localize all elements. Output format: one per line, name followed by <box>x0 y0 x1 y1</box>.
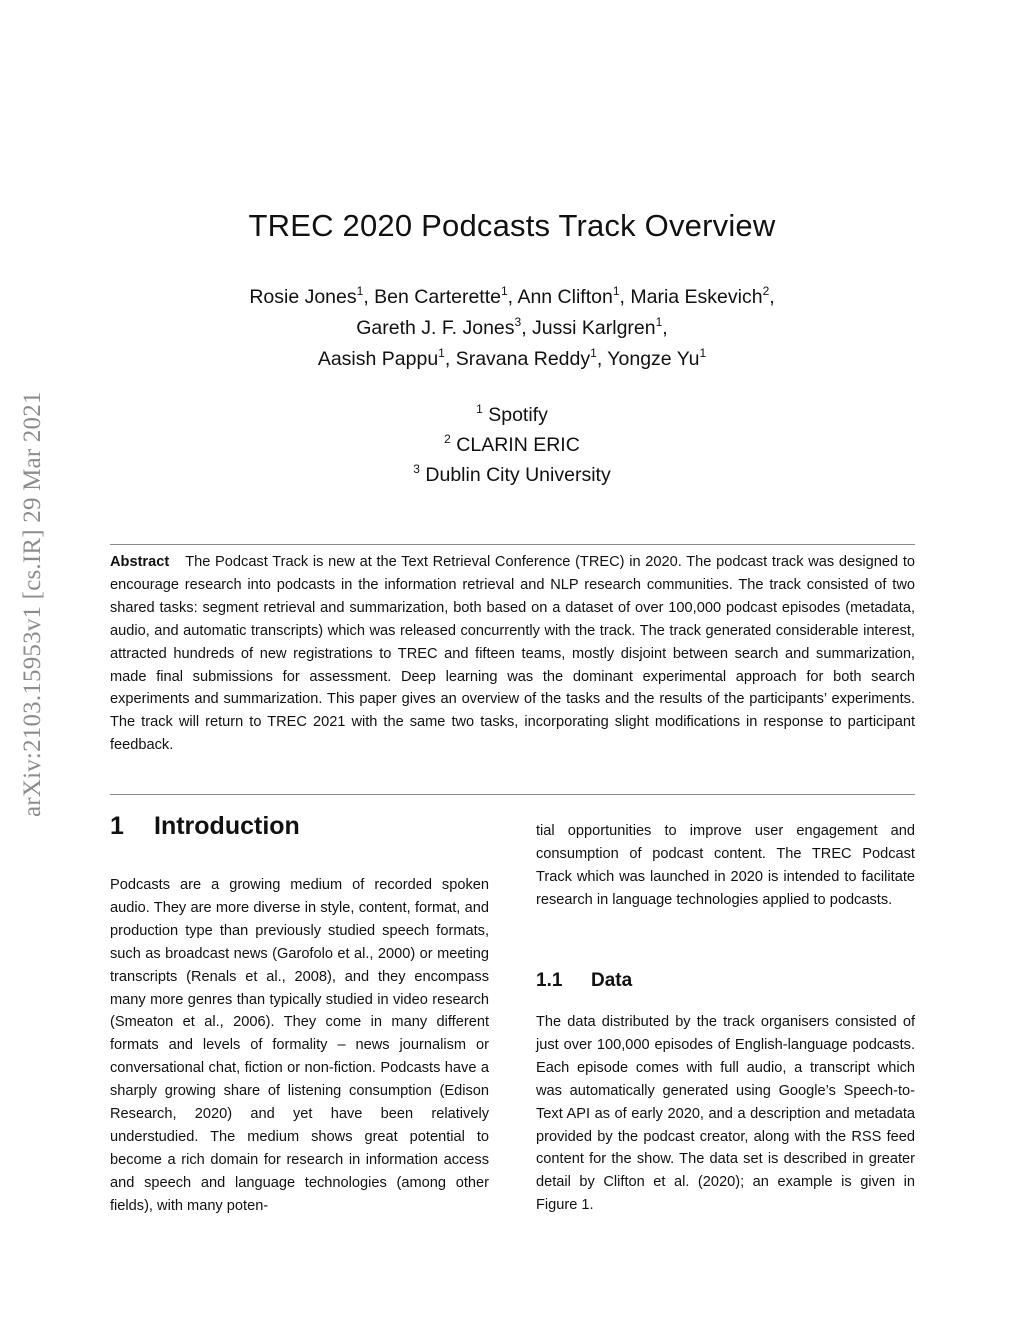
introduction-right-paragraph: tial opportunities to improve user engagement and consumption of podcast content. The TREC Podcast Track which was launched in 2020 is intended to facilitate research in language technologies applied to podcasts. <box>536 823 915 908</box>
abstract-bottom-rule <box>110 794 915 795</box>
affiliation-mark: 3 <box>413 462 420 476</box>
author-name: Rosie Jones <box>249 286 357 308</box>
author-separator: , <box>444 348 456 370</box>
section-number: 1 <box>110 812 124 840</box>
arxiv-stamp: arXiv:2103.15953v1 [cs.IR] 29 Mar 2021 <box>19 391 46 817</box>
author-affil-mark: 1 <box>612 284 620 298</box>
affiliation-name: CLARIN ERIC <box>456 434 580 456</box>
subsection-number: 1.1 <box>536 970 563 991</box>
affiliation-mark: 1 <box>476 402 483 416</box>
author-affil-mark: 1 <box>655 315 663 329</box>
author-name: Maria Eskevich <box>630 286 763 308</box>
author-separator: , <box>596 348 608 370</box>
author-name: Ben Carterette <box>374 286 501 308</box>
affiliation-list <box>0 400 1024 490</box>
affiliation-mark: 2 <box>444 432 451 446</box>
affiliation-item <box>0 400 1024 430</box>
author-separator: , <box>619 286 631 308</box>
author-name: Sravana Reddy <box>455 348 591 370</box>
author-name: Yongze Yu <box>607 348 700 370</box>
abstract-text: The Podcast Track is new at the Text Retrieval Conference (TREC) in 2020. The podcast track was designed to encourage research into podcasts in the information retrieval and NLP research communities. The track consisted of two shared tasks: segment retrieval and summarization, both based on a dataset of over 100,000 podcast episodes (metadata, audio, and automatic transcripts) which was released concurrently with the track. The track generated considerable interest, attracted hundreds of new registrations to TREC and fifteen teams, mostly disjoint between search and summarization, made final submissions for assessment. Deep learning was the dominant experimental approach for both search experiments and summarization. This paper gives an overview of the tasks and the results of the participants’ experiments. The track will return to TREC 2021 with the same two tasks, incorporating slight modifications in response to participant feedback. <box>110 554 915 754</box>
author-affil-mark: 2 <box>762 284 770 298</box>
author-affil-mark: 1 <box>500 284 508 298</box>
affiliation-item <box>0 430 1024 460</box>
author-separator: , <box>662 317 668 339</box>
author-separator: , <box>507 286 518 308</box>
author-affil-mark: 1 <box>699 346 707 360</box>
author-affil-mark: 3 <box>514 315 522 329</box>
author-list <box>0 282 1024 375</box>
author-affil-mark: 1 <box>356 284 364 298</box>
affiliation-name: Spotify <box>488 404 548 426</box>
section-heading-introduction <box>110 812 300 841</box>
subsection-title: Data <box>591 970 633 991</box>
author-line <box>0 282 1024 313</box>
abstract <box>110 551 915 757</box>
affiliation-item <box>0 460 1024 490</box>
subsection-heading-data <box>536 970 632 992</box>
author-separator: , <box>521 317 533 339</box>
affiliation-name: Dublin City University <box>425 464 611 486</box>
author-separator: , <box>363 286 375 308</box>
author-name: Aasish Pappu <box>317 348 439 370</box>
author-affil-mark: 1 <box>438 346 445 360</box>
abstract-label: Abstract <box>110 554 170 570</box>
author-affil-mark: 1 <box>590 346 597 360</box>
abstract-top-rule <box>110 544 915 545</box>
introduction-left-paragraph: Podcasts are a growing medium of recorded spoken audio. They are more diverse in style, content, format, and production type than previously studied speech formats, such as broadcast news (Garofolo et al., 2000) or meeting transcripts (Renals et al., 2008), and they encompass many more genres than typically studied in video research (Smeaton et al., 2006). They come in many different formats and levels of formality – news journalism or conversational chat, fiction or non-fiction. Podcasts have a sharply growing share of listening consumption (Edison Research, 2020) and yet have been relatively understudied. The medium shows great potential to become a rich domain for research in information access and speech and language technologies (among other fields), with many poten- <box>110 877 489 1214</box>
author-separator: , <box>769 286 775 308</box>
author-line <box>0 344 1024 375</box>
paper-title: TREC 2020 Podcasts Track Overview <box>248 208 776 243</box>
section-title: Introduction <box>154 812 300 840</box>
author-name: Jussi Karlgren <box>532 317 656 339</box>
data-paragraph: The data distributed by the track organisers consisted of just over 100,000 episodes of English-language podcasts. Each episode comes with full audio, a transcript which was automatically generated using Google’s Speech-to-Text API as of early 2020, and a description and metadata provided by the podcast creator, along with the RSS feed content for the show. The data set is described in greater detail by Clifton et al. (2020); an example is given in Figure 1. <box>536 1014 915 1214</box>
author-name: Ann Clifton <box>517 286 613 308</box>
author-name: Gareth J. F. Jones <box>356 317 515 339</box>
author-line <box>0 313 1024 344</box>
